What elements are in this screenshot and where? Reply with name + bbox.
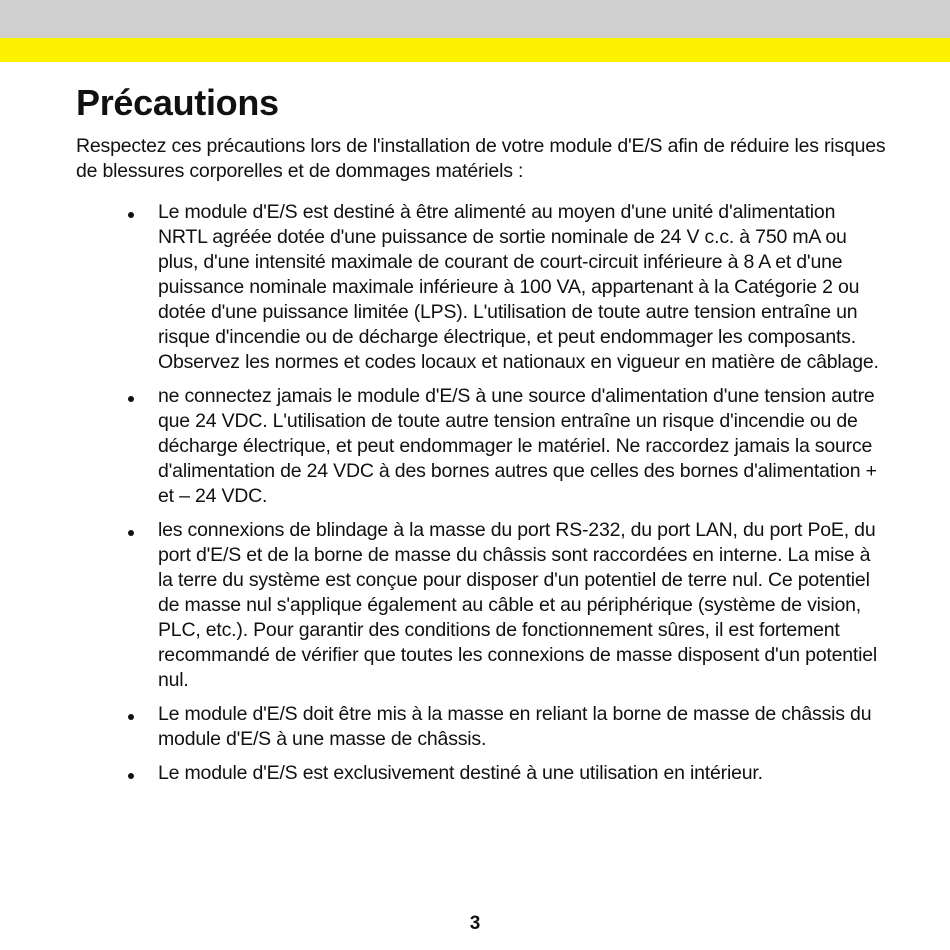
bullet-icon [128, 773, 134, 779]
bullet-icon [128, 212, 134, 218]
header-grey-bar [0, 0, 950, 38]
bullet-icon [128, 714, 134, 720]
page-title: Précautions [76, 82, 279, 123]
list-item [118, 200, 888, 375]
list-item [118, 518, 888, 693]
bullet-icon [128, 396, 134, 402]
bullet-icon [128, 530, 134, 536]
header-yellow-bar [0, 38, 950, 62]
intro-paragraph: Respectez ces précautions lors de l'installation de votre module d'E/S afin de réduire les risques de blessures corporelles et de dommages matériels : [76, 135, 886, 182]
list-item-text: les connexions de blindage à la masse du port RS-232, du port LAN, du port PoE, du port d'E/S et de la borne de masse du châssis sont raccordées en interne. La mise à la terre du système est conçue pour disposer d'un potentiel de terre nul. Ce potentiel de masse nul s'applique également au câble et au périphérique (système de vision, PLC, etc.). Pour garantir des conditions de fonctionnement sûres, il est fortement recommandé de vérifier que toutes les connexions de masse disposent d'un potentiel nul. [158, 519, 878, 691]
list-item [118, 384, 888, 509]
list-item-text: ne connectez jamais le module d'E/S à une source d'alimentation d'une tension autre que 24 VDC. L'utilisation de toute autre tension entraîne un risque d'incendie ou de décharge électrique, et peut endommager le matériel. Ne raccordez jamais la source d'alimentation de 24 VDC à des bornes autres que celles des bornes d'alimentation + et – 24 VDC. [158, 385, 877, 507]
list-item-text: Le module d'E/S est destiné à être alimenté au moyen d'une unité d'alimentation NRTL agréée dotée d'une puissance de sortie nominale de 24 V c.c. à 750 mA ou plus, d'une intensité maximale de courant de court-circuit inférieure à 8 A et d'une puissance nominale maximale inférieure à 100 VA, appartenant à la Catégorie 2 ou dotée d'une puissance limitée (LPS). L'utilisation de toute autre tension entraîne un risque d'incendie ou de décharge électrique, et peut endommager les composants. Observez les normes et codes locaux et nationaux en vigueur en matière de câblage. [158, 201, 879, 373]
list-item-text: Le module d'E/S doit être mis à la masse en reliant la borne de masse de châssis du module d'E/S à une masse de châssis. [158, 703, 872, 750]
page-number: 3 [469, 913, 481, 934]
list-item [118, 702, 888, 752]
list-item [118, 761, 888, 786]
list-item-text: Le module d'E/S est exclusivement destiné à une utilisation en intérieur. [158, 762, 763, 784]
precautions-list [118, 200, 888, 795]
